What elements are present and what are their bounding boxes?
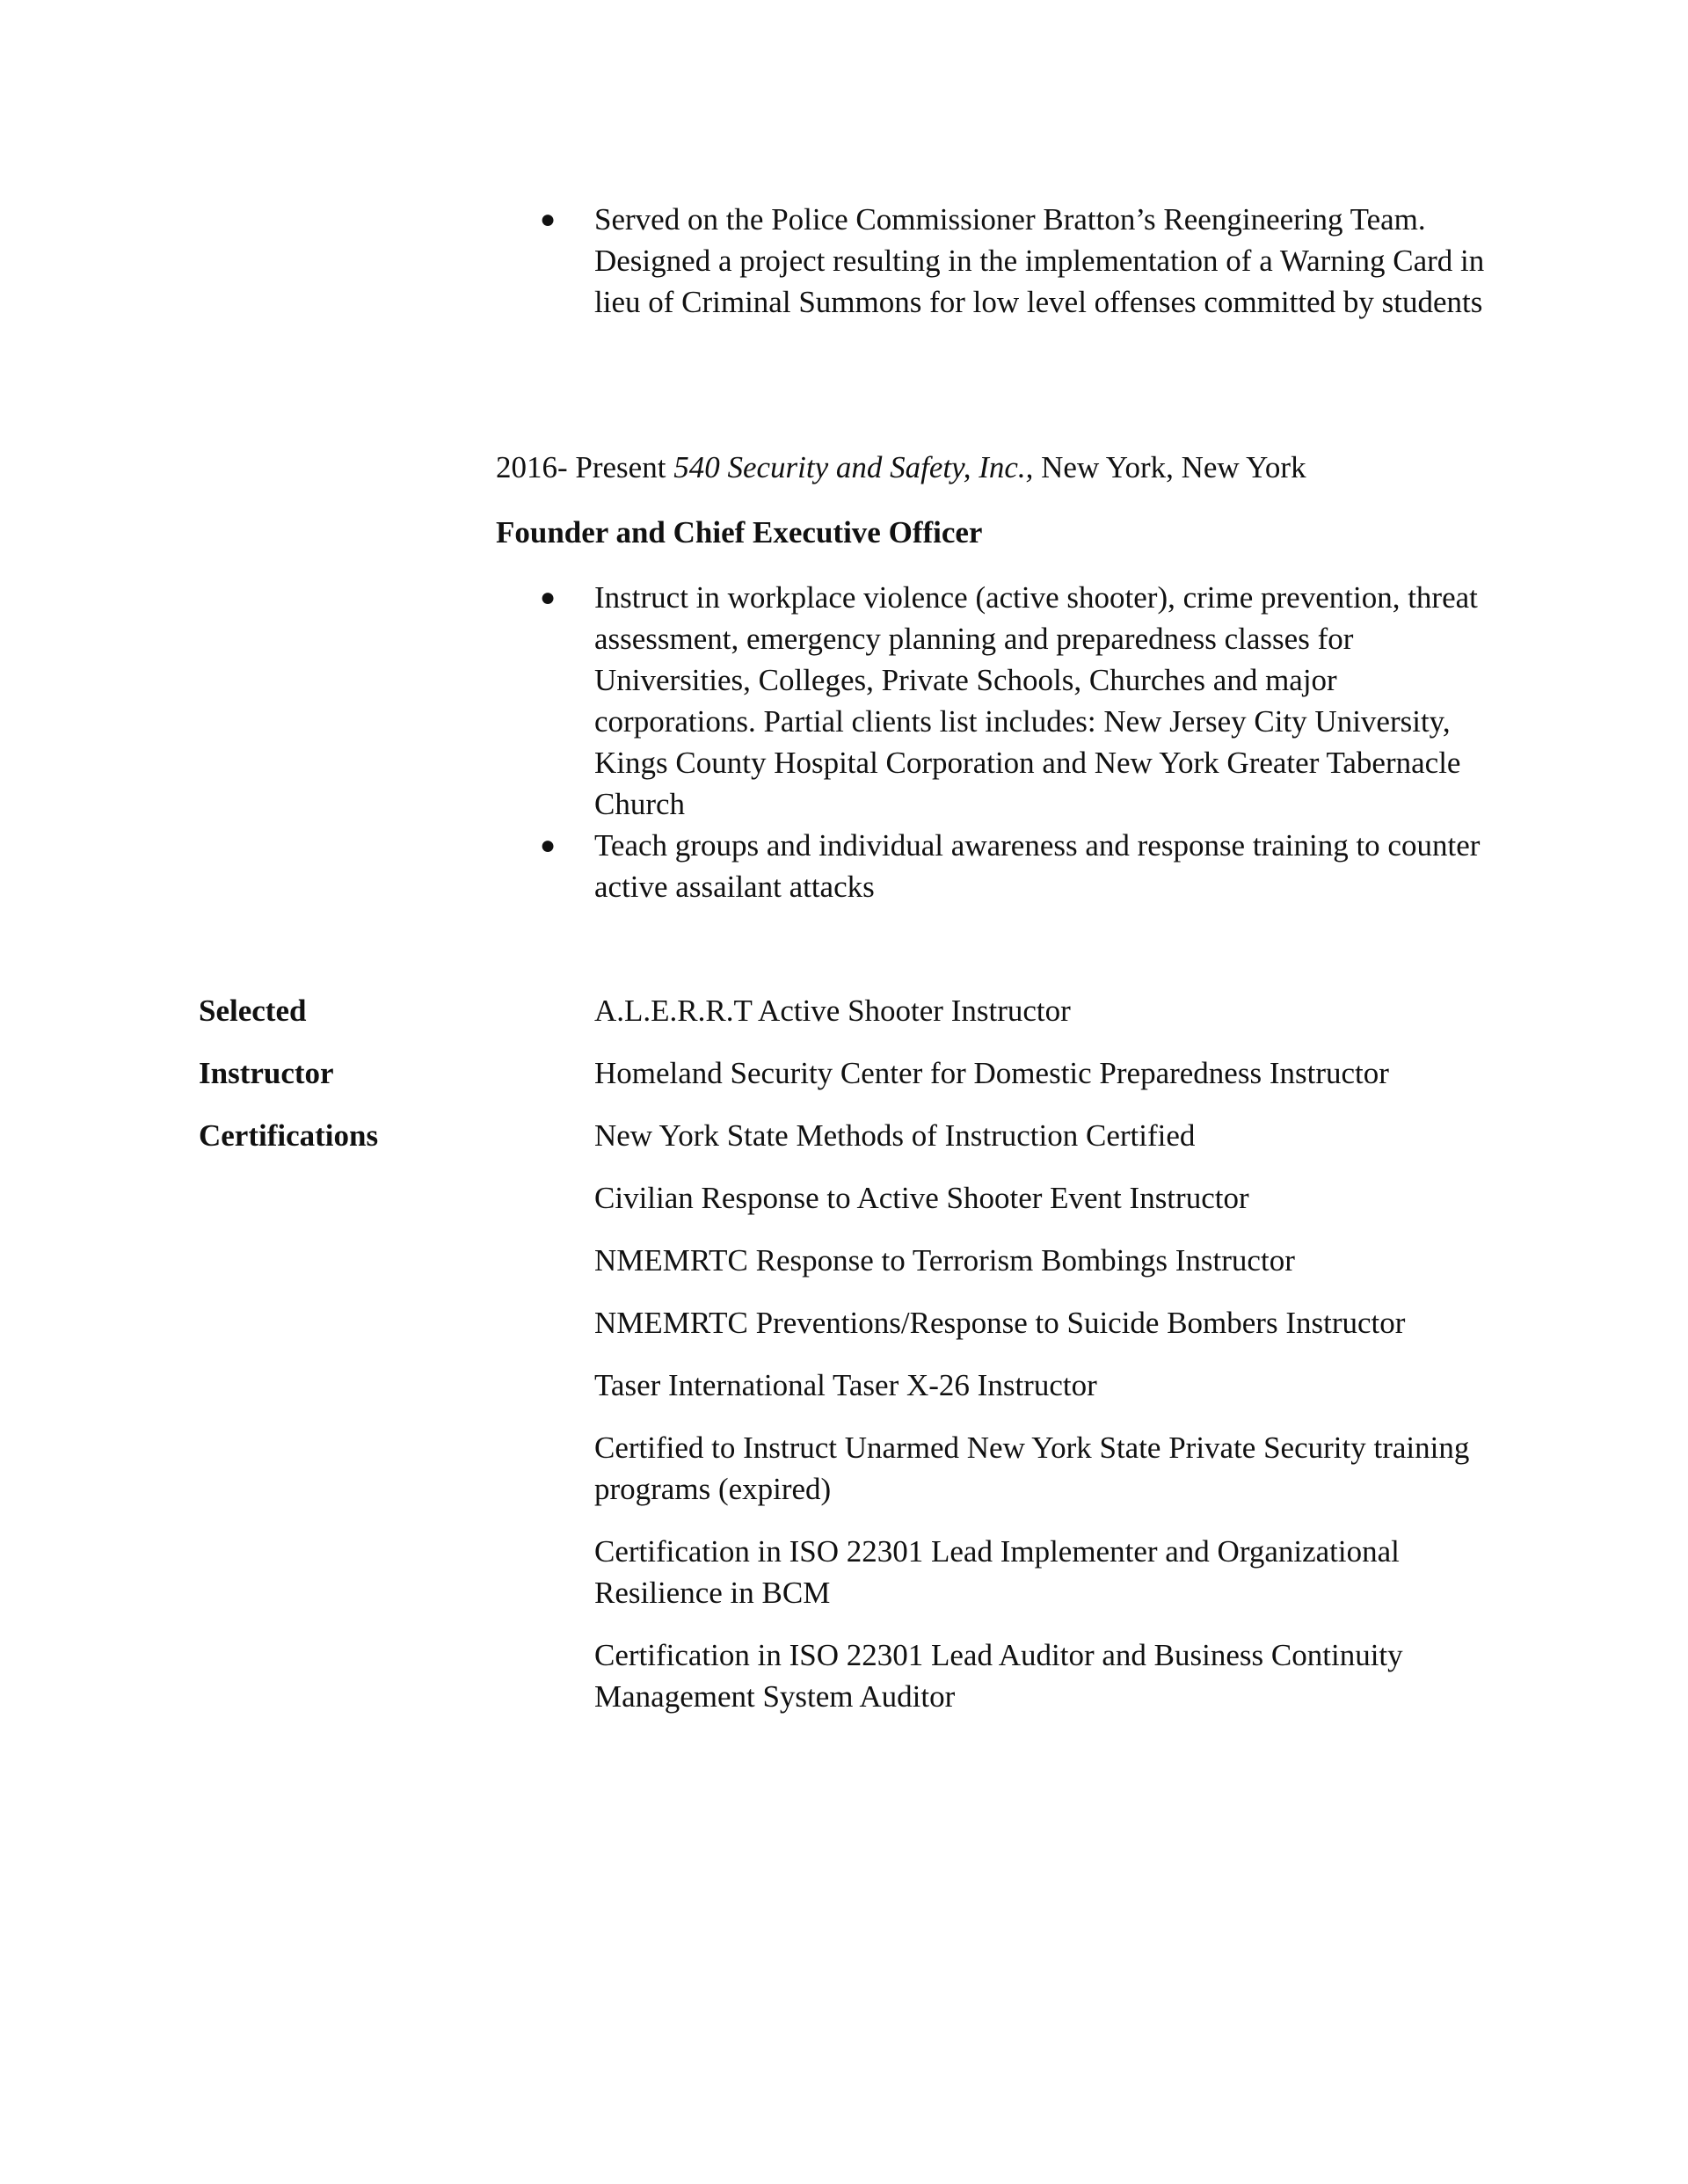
bullet-text: Teach groups and individual awareness and response training to counter active assailant attacks <box>594 828 1481 904</box>
bullet-text: Served on the Police Commissioner Bratton’s Reengineering Team. Designed a project resulting in the implementation of a Warning Card in lieu of Criminal Summons for low level offenses committed by students <box>594 202 1485 319</box>
bullet-icon: ● <box>540 583 557 612</box>
certification-item: Taser International Taser X-26 Instructor <box>594 1368 1097 1402</box>
certification-item: NMEMRTC Preventions/Response to Suicide Bombers Instructor <box>594 1306 1406 1340</box>
certification-item: NMEMRTC Response to Terrorism Bombings Instructor <box>594 1243 1295 1278</box>
certification-item: Homeland Security Center for Domestic Preparedness Instructor <box>594 1056 1389 1090</box>
heading-line-selected: Selected <box>199 994 307 1028</box>
list-item <box>540 825 1482 907</box>
certification-item: Certification in ISO 22301 Lead Implementer and Organizational Resilience in BCM <box>594 1534 1400 1610</box>
bullet-text: Instruct in workplace violence (active shooter), crime prevention, threat assessment, emergency planning and preparedness classes for Universities, Colleges, Private Schools, Churches and major corporations. Partial clients list includes: New Jersey City University, Kings County Hospital Corporation and New York Greater Tabernacle Church <box>594 580 1478 821</box>
list-item <box>540 577 1482 825</box>
top-bullet-section <box>540 199 1491 323</box>
job-dates: 2016- Present <box>496 450 666 484</box>
bullet-icon: ● <box>540 831 557 860</box>
heading-line-instructor: Instructor <box>199 1056 334 1090</box>
top-bullet-list <box>540 199 1491 323</box>
certifications-heading <box>199 990 462 1156</box>
job-header <box>496 447 1551 488</box>
heading-line-certifications: Certifications <box>199 1118 379 1153</box>
certifications-list <box>594 990 1482 1738</box>
bullet-icon: ● <box>540 205 557 234</box>
job-title: Founder and Chief Executive Officer <box>496 515 983 550</box>
job-bullet-section <box>540 577 1482 907</box>
certification-item: New York State Methods of Instruction Certified <box>594 1118 1196 1153</box>
list-item <box>540 199 1491 323</box>
job-bullet-list <box>540 577 1482 907</box>
certification-item: A.L.E.R.R.T Active Shooter Instructor <box>594 994 1071 1028</box>
certification-item: Certified to Instruct Unarmed New York State Private Security training programs (expired) <box>594 1431 1470 1506</box>
certification-item: Certification in ISO 22301 Lead Auditor and Business Continuity Management System Auditor <box>594 1638 1403 1714</box>
job-location: New York, New York <box>1041 450 1306 484</box>
job-company: 540 Security and Safety, Inc., <box>673 450 1034 484</box>
certification-item: Civilian Response to Active Shooter Event Instructor <box>594 1181 1249 1215</box>
